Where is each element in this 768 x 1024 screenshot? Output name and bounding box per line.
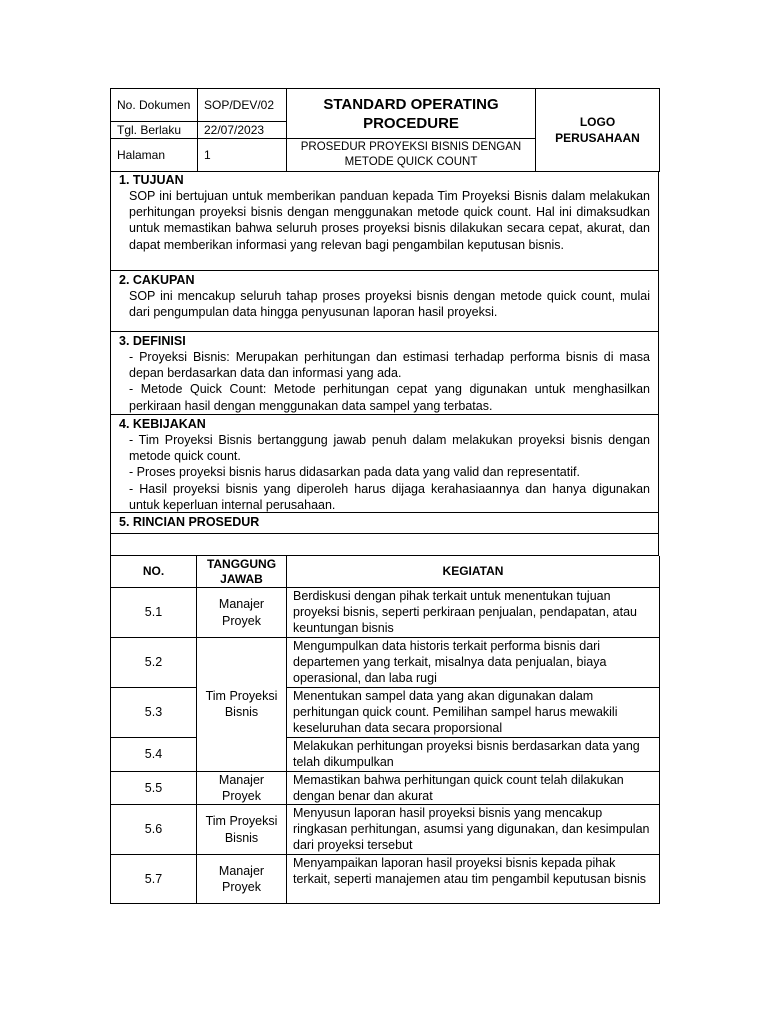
policy-item: - Tim Proyeksi Bisnis bertanggung jawab penuh dalam melakukan proyeksi bisnis dengan metode quick count.: [129, 433, 650, 464]
subtitle-line-1: PROSEDUR PROYEKSI BISNIS DENGAN: [300, 141, 522, 153]
responsible-party: Tim Proyeksi Bisnis: [197, 638, 287, 772]
responsible-party: Manajer Proyek: [197, 588, 287, 638]
column-header-activity: KEGIATAN: [287, 556, 660, 588]
activity-text: Melakukan perhitungan proyeksi bisnis berdasarkan data yang telah dikumpulkan: [287, 737, 660, 771]
step-number: 5.4: [111, 737, 197, 771]
activity-text: Menyusun laporan hasil proyeksi bisnis yang mencakup ringkasan perhitungan, asumsi yang digunakan, dan kesimpulan dari proyeksi tersebut: [287, 805, 660, 855]
table-row: [111, 588, 660, 638]
activity-text: Mengumpulkan data historis terkait performa bisnis dari departemen yang terkait, misalnya data penjualan, biaya operasional, dan laba rugi: [287, 638, 660, 688]
activity-text: Menyampaikan laporan hasil proyeksi bisnis kepada pihak terkait, seperti manajemen atau tim pengambil keputusan bisnis: [287, 855, 660, 904]
title-line-1: STANDARD OPERATING: [323, 95, 499, 113]
step-number: 5.1: [111, 588, 197, 638]
blank-row: [110, 534, 659, 556]
effective-date-value: 22/07/2023: [198, 122, 287, 139]
table-row: [111, 771, 660, 804]
table-row: [111, 737, 660, 771]
step-number: 5.3: [111, 687, 197, 737]
section-cakupan: [110, 271, 659, 332]
column-header-responsible: TANGGUNG JAWAB: [197, 556, 287, 588]
doc-number-value: SOP/DEV/02: [198, 89, 287, 122]
page-label: Halaman: [111, 139, 198, 172]
page-value: 1: [198, 139, 287, 172]
section-title: 2. CAKUPAN: [119, 273, 195, 287]
policy-item: - Hasil proyeksi bisnis yang diperoleh harus dijaga kerahasiaannya dan hanya digunakan untuk keperluan internal perusahaan.: [129, 481, 650, 512]
effective-date-label: Tgl. Berlaku: [111, 122, 198, 139]
table-row: [111, 638, 660, 688]
section-title: 1. TUJUAN: [119, 173, 184, 187]
responsible-party: Manajer Proyek: [197, 855, 287, 904]
procedure-table: [110, 556, 660, 904]
step-number: 5.5: [111, 771, 197, 804]
document-subtitle: [287, 139, 536, 172]
table-row: [111, 805, 660, 855]
table-row: [111, 855, 660, 904]
logo-line-2: PERUSAHAAN: [555, 131, 640, 145]
activity-text: Memastikan bahwa perhitungan quick count telah dilakukan dengan benar dan akurat: [287, 771, 660, 804]
definition-item: - Proyeksi Bisnis: Merupakan perhitungan dan estimasi terhadap performa bisnis di masa depan berdasarkan data dan informasi yang ada.: [129, 350, 650, 381]
step-number: 5.2: [111, 638, 197, 688]
activity-text: Berdiskusi dengan pihak terkait untuk menentukan tujuan proyeksi bisnis, seperti perkiraan penjualan, pendapatan, atau keuntungan bisnis: [287, 588, 660, 638]
company-logo-placeholder: [536, 89, 660, 172]
activity-text: Menentukan sampel data yang akan digunakan dalam perhitungan quick count. Pemilihan sampel harus mewakili keseluruhan data secara proporsional: [287, 687, 660, 737]
section-title: 4. KEBIJAKAN: [119, 417, 206, 431]
table-row: [111, 687, 660, 737]
section-title: 5. RINCIAN PROSEDUR: [119, 515, 260, 529]
procedure-header-row: [111, 556, 660, 588]
logo-line-1: LOGO: [579, 115, 616, 129]
policy-item: - Proses proyeksi bisnis harus didasarkan pada data yang valid dan representatif.: [129, 465, 580, 480]
title-line-2: PROCEDURE: [363, 114, 459, 132]
subtitle-line-2: METODE QUICK COUNT: [344, 156, 478, 168]
section-text: SOP ini bertujuan untuk memberikan panduan kepada Tim Proyeksi Bisnis dalam melakukan perhitungan proyeksi bisnis dengan menggunakan metode quick count. Hal ini dimaksudkan untuk memastikan bahwa seluruh proses proyeksi bisnis dilakukan secara cepat, akurat, dan dapat memberikan informasi yang relevan bagi pengambilan keputusan bisnis.: [129, 189, 650, 252]
section-title: 3. DEFINISI: [119, 334, 186, 348]
section-rincian: [110, 513, 659, 534]
document-body: [110, 171, 659, 904]
responsible-party: Tim Proyeksi Bisnis: [197, 805, 287, 855]
column-header-no: NO.: [111, 556, 197, 588]
section-text: SOP ini mencakup seluruh tahap proses proyeksi bisnis dengan metode quick count, mulai dari pengumpulan data hingga penyusunan laporan hasil proyeksi.: [129, 289, 650, 320]
step-number: 5.7: [111, 855, 197, 904]
section-kebijakan: [110, 415, 659, 513]
section-definisi: [110, 332, 659, 415]
step-number: 5.6: [111, 805, 197, 855]
document-title: [287, 89, 536, 139]
document-header: [110, 88, 660, 172]
section-tujuan: [110, 171, 659, 271]
definition-item: - Metode Quick Count: Metode perhitungan cepat yang digunakan untuk menghasilkan perkiraan hasil dengan menggunakan data sampel yang terbatas.: [129, 382, 650, 413]
doc-number-label: No. Dokumen: [111, 89, 198, 122]
responsible-party: Manajer Proyek: [197, 771, 287, 804]
